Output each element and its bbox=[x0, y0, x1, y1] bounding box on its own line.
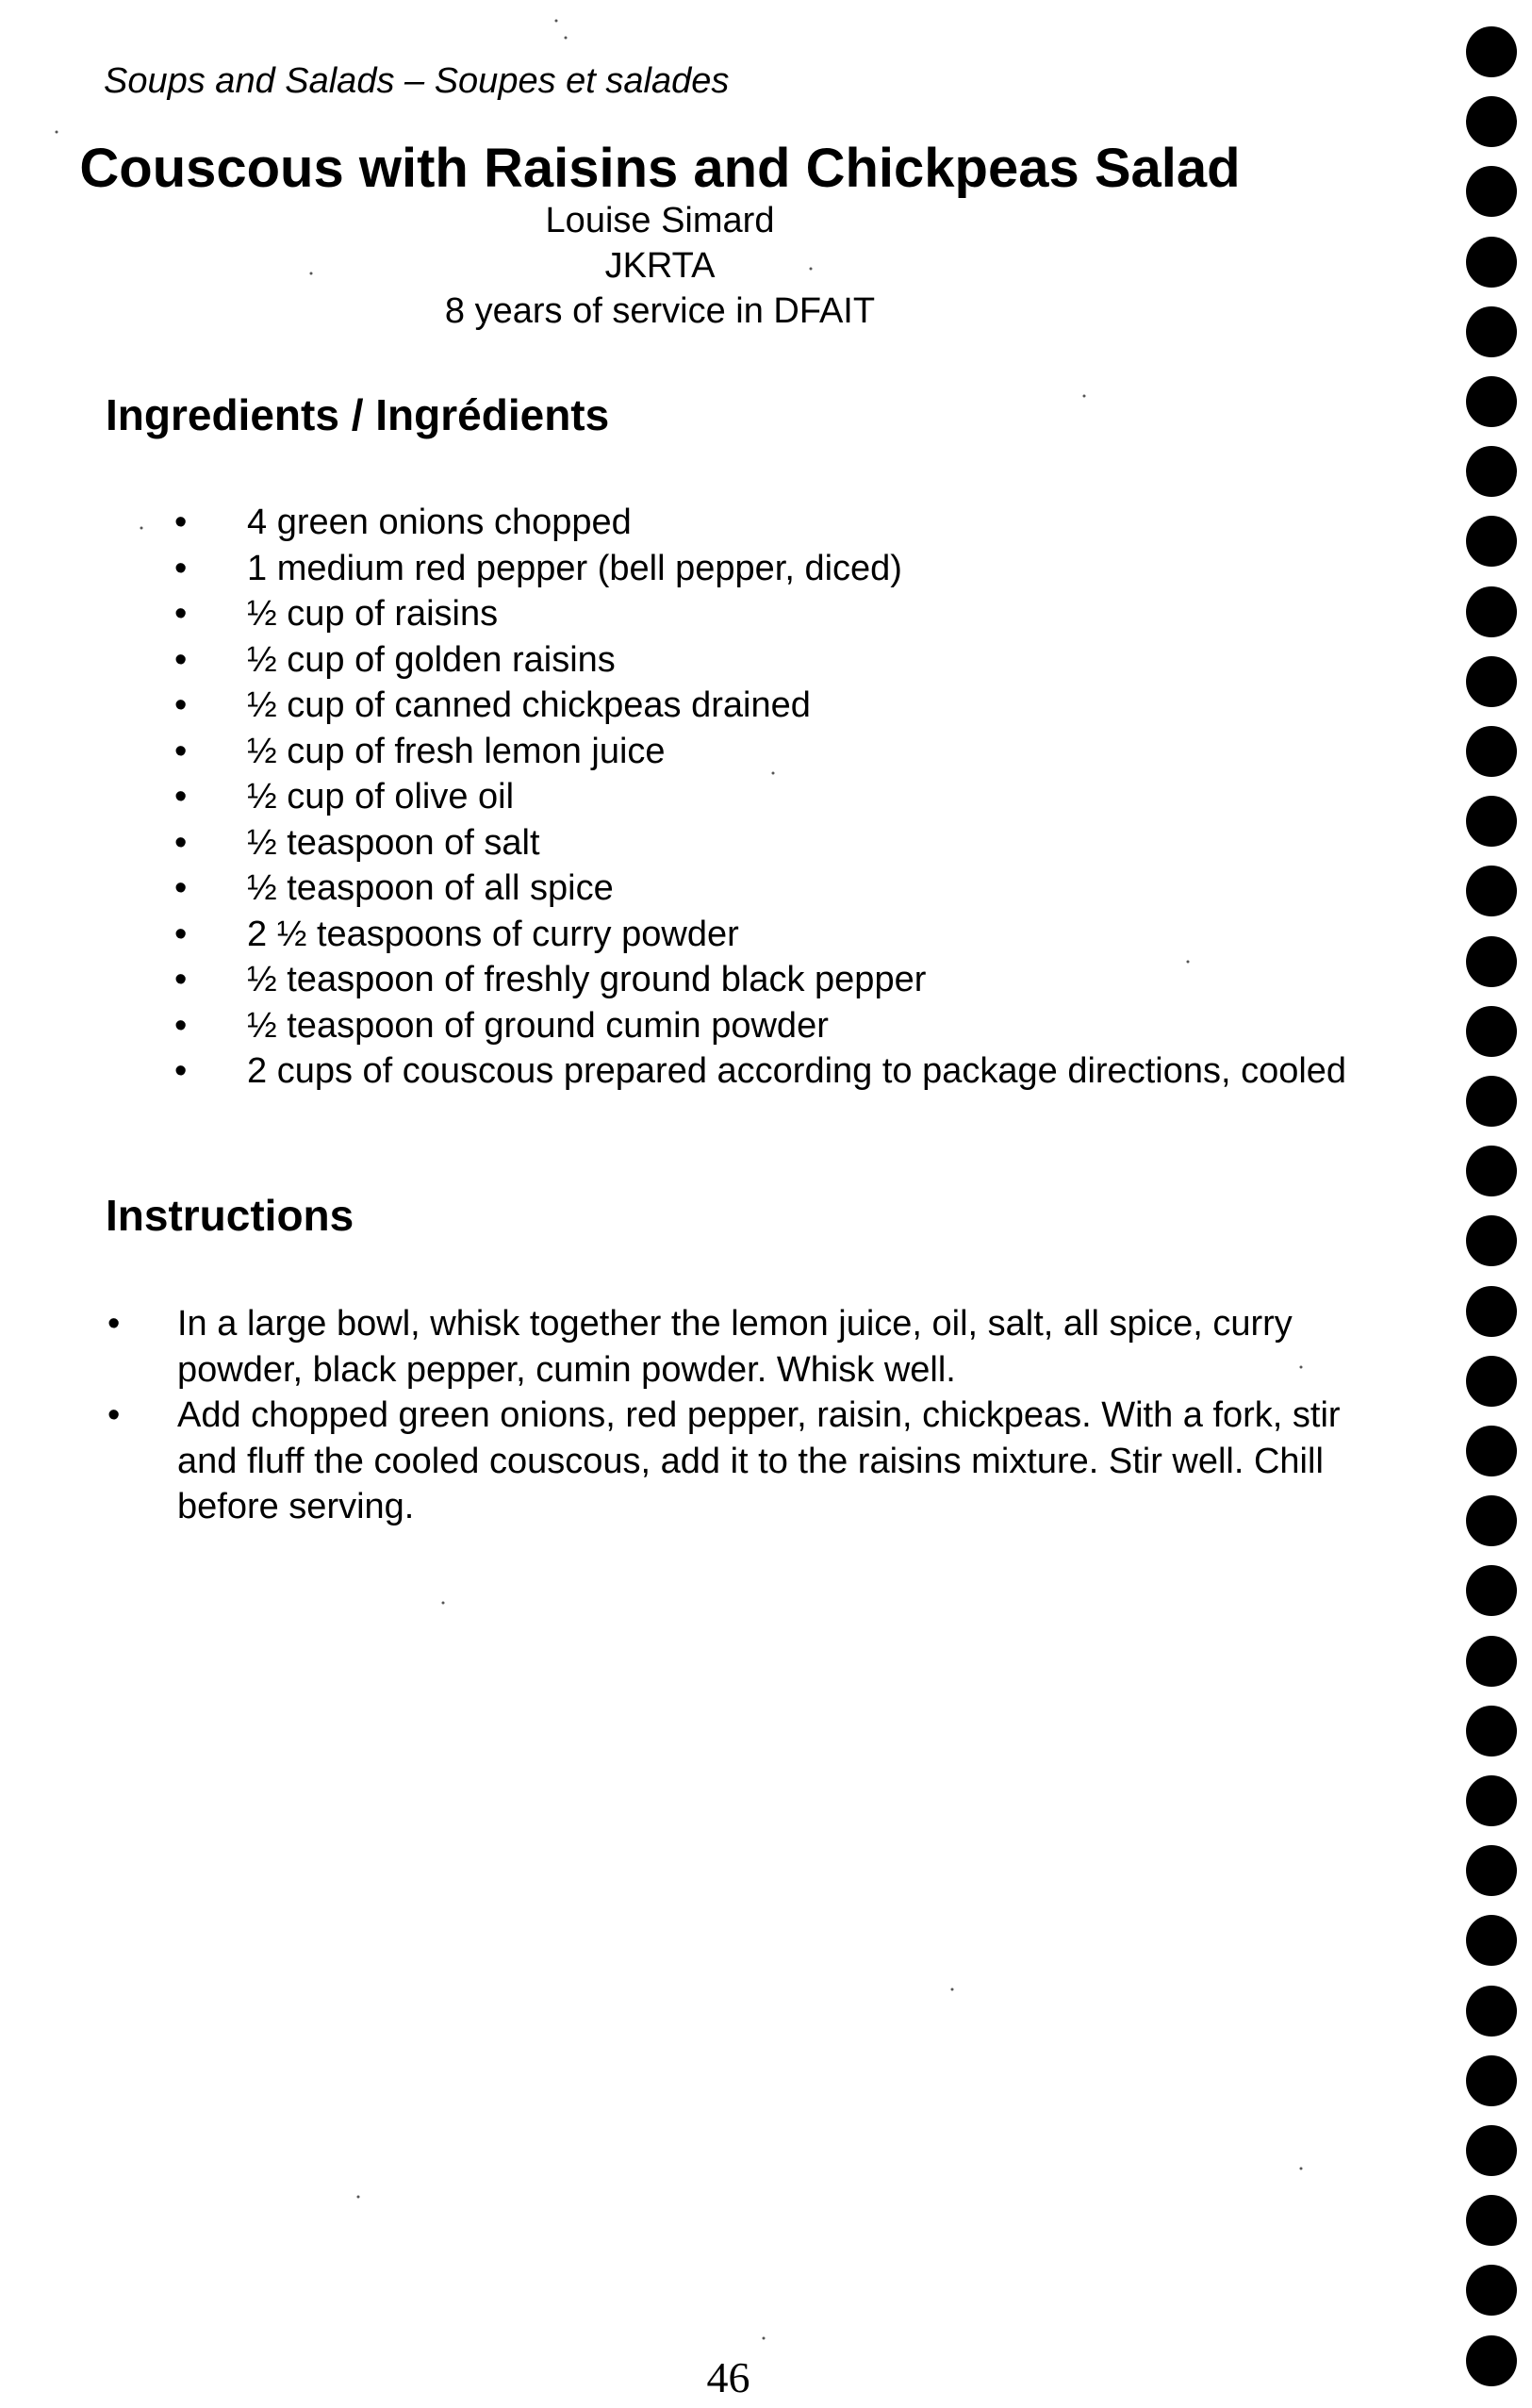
list-item bbox=[170, 500, 1358, 546]
list-item bbox=[170, 820, 1358, 866]
ingredient-text: 4 green onions chopped bbox=[247, 503, 632, 542]
ingredient-text: ½ cup of fresh lemon juice bbox=[247, 731, 666, 771]
ingredients-heading: Ingredients / Ingrédients bbox=[106, 390, 610, 439]
binding-hole bbox=[1466, 446, 1517, 497]
binding-hole bbox=[1466, 656, 1517, 707]
binding-hole bbox=[1466, 2055, 1517, 2106]
recipe-title: Couscous with Raisins and Chickpeas Salad bbox=[79, 138, 1241, 199]
instructions-heading: Instructions bbox=[106, 1191, 354, 1240]
ingredient-text: ½ teaspoon of all spice bbox=[247, 868, 614, 908]
instruction-text: Add chopped green onions, red pepper, raisin, chickpeas. With a fork, stir and fluff the cooled couscous, add it to the raisins mixture. Stir well. Chill before serving. bbox=[177, 1395, 1341, 1526]
page-number: 46 bbox=[706, 2353, 750, 2401]
bullet-icon: • bbox=[174, 685, 188, 725]
bullet-icon: • bbox=[174, 1051, 188, 1091]
list-item bbox=[170, 546, 1358, 592]
list-item bbox=[170, 957, 1358, 1003]
binding-hole bbox=[1466, 1565, 1517, 1616]
binding-hole bbox=[1466, 1286, 1517, 1337]
ingredient-text: ½ teaspoon of ground cumin powder bbox=[247, 1005, 829, 1046]
binding-hole bbox=[1466, 1006, 1517, 1057]
bullet-icon: • bbox=[174, 731, 188, 771]
binding-hole bbox=[1466, 586, 1517, 637]
binding-hole bbox=[1466, 796, 1517, 847]
ingredient-text: ½ cup of raisins bbox=[247, 594, 499, 634]
section-header: Soups and Salads – Soupes et salades bbox=[104, 61, 730, 101]
instruction-text: In a large bowl, whisk together the lemon juice, oil, salt, all spice, curry powder, black pepper, cumin powder. Whisk well. bbox=[177, 1304, 1293, 1390]
binding-hole bbox=[1466, 2195, 1517, 2246]
author-name: Louise Simard bbox=[545, 201, 775, 240]
binding-hole bbox=[1466, 26, 1517, 77]
binding-hole bbox=[1466, 1915, 1517, 1966]
bullet-icon: • bbox=[174, 777, 188, 816]
bullet-icon: • bbox=[174, 1005, 188, 1046]
list-item bbox=[170, 637, 1358, 684]
list-item bbox=[170, 591, 1358, 637]
binding-hole bbox=[1466, 2265, 1517, 2316]
binding-hole bbox=[1466, 96, 1517, 147]
list-item bbox=[170, 866, 1358, 912]
ingredient-text: 2 ½ teaspoons of curry powder bbox=[247, 914, 739, 954]
ingredients-list bbox=[170, 500, 1358, 1095]
ingredient-text: ½ cup of golden raisins bbox=[247, 639, 616, 680]
bullet-icon: • bbox=[107, 1395, 121, 1435]
list-item bbox=[104, 1393, 1358, 1530]
bullet-icon: • bbox=[174, 594, 188, 634]
author-service: 8 years of service in DFAIT bbox=[444, 291, 876, 331]
author-organization: JKRTA bbox=[604, 246, 716, 286]
bullet-icon: • bbox=[174, 639, 188, 680]
ingredient-text: 2 cups of couscous prepared according to package directions, cooled bbox=[247, 1051, 1347, 1091]
bullet-icon: • bbox=[174, 914, 188, 954]
binding-hole bbox=[1466, 1636, 1517, 1687]
ingredient-text: ½ teaspoon of freshly ground black pepper bbox=[247, 960, 927, 999]
list-item bbox=[104, 1301, 1358, 1393]
binding-hole bbox=[1466, 1076, 1517, 1127]
binding-hole bbox=[1466, 1986, 1517, 2037]
bullet-icon: • bbox=[174, 960, 188, 999]
list-item bbox=[170, 1048, 1358, 1095]
ingredient-text: ½ cup of canned chickpeas drained bbox=[247, 685, 811, 725]
list-item bbox=[170, 1003, 1358, 1049]
binding-hole bbox=[1466, 2125, 1517, 2176]
binding-hole bbox=[1466, 166, 1517, 217]
bullet-icon: • bbox=[107, 1304, 121, 1344]
instructions-list bbox=[104, 1301, 1358, 1530]
binding-hole bbox=[1466, 1495, 1517, 1546]
list-item bbox=[170, 774, 1358, 820]
list-item bbox=[170, 729, 1358, 775]
binding-hole bbox=[1466, 866, 1517, 916]
bullet-icon: • bbox=[174, 548, 188, 588]
binding-hole bbox=[1466, 2335, 1517, 2386]
binding-hole bbox=[1466, 936, 1517, 987]
binding-hole bbox=[1466, 516, 1517, 567]
binding-hole bbox=[1466, 376, 1517, 427]
ingredient-text: 1 medium red pepper (bell pepper, diced) bbox=[247, 548, 902, 588]
binding-hole bbox=[1466, 1215, 1517, 1266]
spiral-binding bbox=[1466, 26, 1523, 2402]
list-item bbox=[170, 683, 1358, 729]
binding-hole bbox=[1466, 1356, 1517, 1407]
binding-hole bbox=[1466, 1706, 1517, 1757]
bullet-icon: • bbox=[174, 503, 188, 542]
binding-hole bbox=[1466, 1426, 1517, 1476]
binding-hole bbox=[1466, 306, 1517, 357]
bullet-icon: • bbox=[174, 822, 188, 863]
binding-hole bbox=[1466, 1146, 1517, 1196]
list-item bbox=[170, 912, 1358, 958]
binding-hole bbox=[1466, 726, 1517, 777]
bullet-icon: • bbox=[174, 868, 188, 908]
ingredient-text: ½ teaspoon of salt bbox=[247, 822, 540, 863]
binding-hole bbox=[1466, 1845, 1517, 1896]
binding-hole bbox=[1466, 1775, 1517, 1826]
ingredient-text: ½ cup of olive oil bbox=[247, 777, 515, 816]
binding-hole bbox=[1466, 237, 1517, 288]
